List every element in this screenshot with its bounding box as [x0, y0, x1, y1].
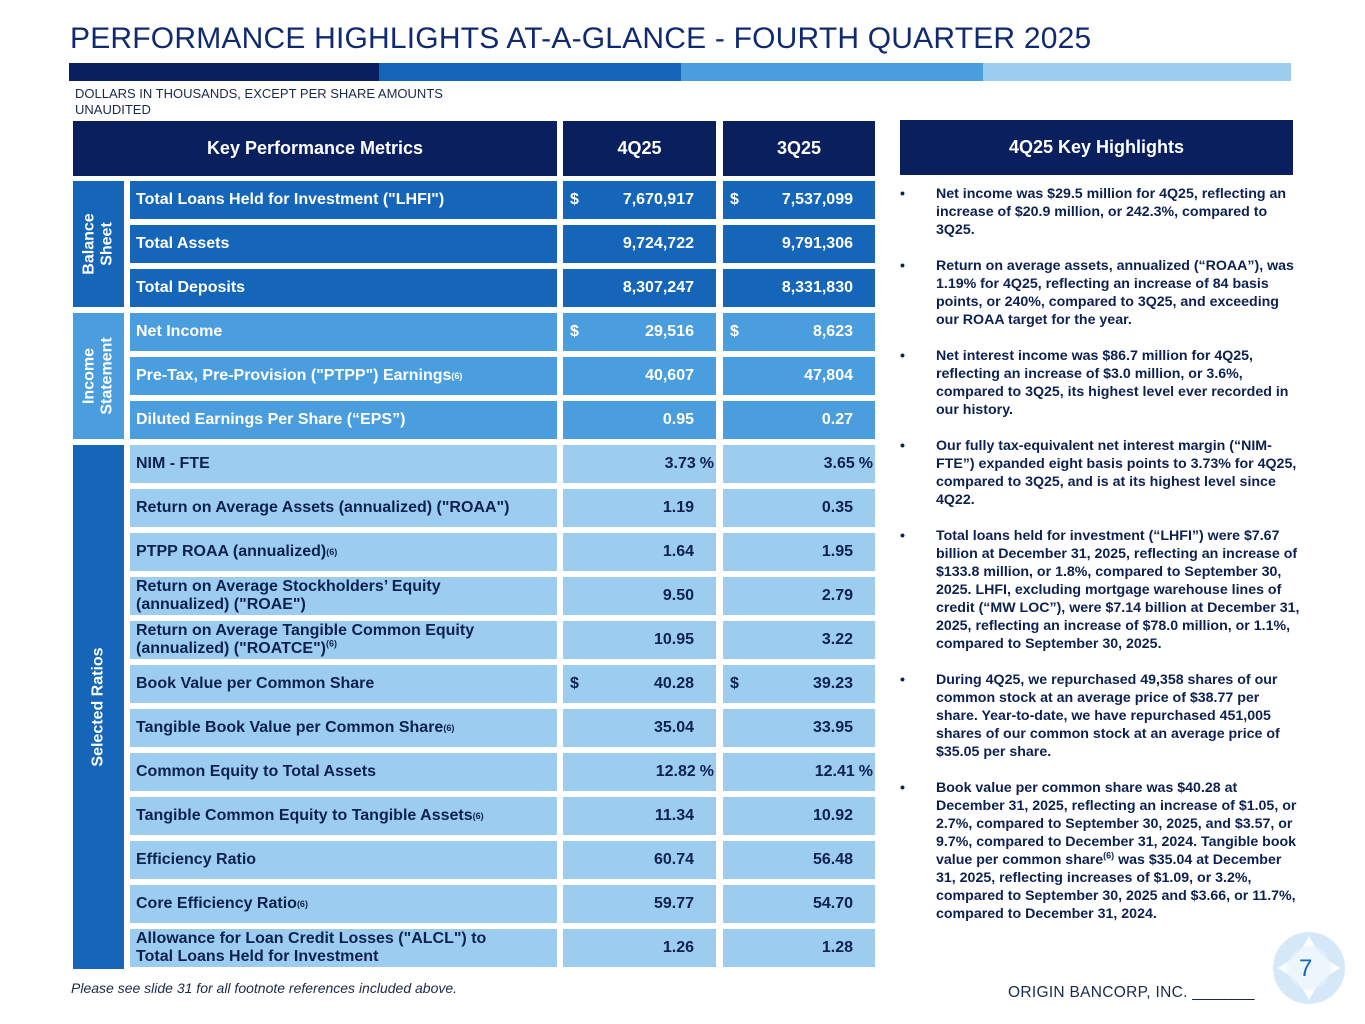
value-3q25	[723, 753, 875, 791]
row-label-text: NIM - FTE	[136, 455, 210, 472]
value-number: 7,537,099	[781, 191, 853, 208]
value-3q25	[723, 621, 875, 659]
title-bar-segment-4	[983, 63, 1291, 81]
value-3q25	[723, 797, 875, 835]
row-label: Tangible Common Equity to Tangible Assets (6)	[130, 797, 557, 835]
row-label: Core Efficiency Ratio (6)	[130, 885, 557, 923]
row-label-text	[136, 578, 441, 614]
row-label	[130, 401, 557, 439]
row-label-text: Net Income	[136, 323, 223, 340]
value-number: 12.82	[655, 763, 696, 780]
value-number: 10.95	[653, 631, 694, 648]
highlight-text: Net interest income was $86.7 million for 4Q25, reflecting an increase of $3.0 million, or 3.6%, compared to 3Q25, its highest level ever recorded in our history.	[936, 348, 1289, 418]
value-number: 35.04	[653, 719, 694, 736]
row-label	[130, 929, 557, 967]
currency-symbol: $	[730, 323, 739, 340]
row-label	[130, 181, 557, 219]
row-label-text: Total Deposits	[136, 279, 246, 296]
row-label-text: Efficiency Ratio	[136, 851, 257, 868]
row-label	[130, 489, 557, 527]
value-4q25	[563, 753, 716, 791]
bullet: •	[900, 438, 905, 454]
value-number: 1.19	[662, 499, 694, 516]
highlight-text: Return on average assets, annualized (“ROAA”), was 1.19% for 4Q25, reflecting an increase of 84 basis points, or 240%, compared to 3Q25, and exceeding our ROAA target for the year.	[936, 258, 1294, 328]
row-label-line1: Return on Average Stockholders’ Equity	[136, 578, 441, 595]
group-balance-sheet	[73, 181, 124, 307]
value-3q25	[723, 269, 875, 307]
highlight-item	[900, 185, 1300, 239]
value-number: 1.64	[662, 543, 694, 560]
header-4q25: 4Q25	[563, 121, 716, 176]
value-3q25	[723, 533, 875, 571]
row-label-text	[136, 622, 474, 658]
row-label-text: PTPP ROAA (annualized)	[136, 543, 327, 560]
value-4q25	[563, 313, 716, 351]
value-4q25	[563, 445, 716, 483]
value-number: 11.34	[654, 807, 694, 824]
group-balance-sheet-label: Balance Sheet	[80, 213, 116, 275]
value-number: 0.35	[821, 499, 853, 516]
bullet: •	[900, 258, 905, 274]
highlight-item	[900, 527, 1300, 653]
value-number: 9,791,306	[781, 235, 853, 252]
value-number: 7,670,917	[622, 191, 694, 208]
value-4q25	[563, 357, 716, 395]
value-number: 54.70	[812, 895, 853, 912]
value-number: 40.28	[653, 675, 694, 692]
value-number: 1.28	[821, 939, 853, 956]
value-number: 1.26	[662, 939, 694, 956]
highlight-item	[900, 347, 1300, 419]
unaudited-line: UNAUDITED	[75, 101, 151, 117]
units-note	[75, 86, 443, 117]
value-4q25	[563, 841, 716, 879]
row-label-text: Common Equity to Total Assets	[136, 763, 377, 780]
page-title: PERFORMANCE HIGHLIGHTS AT-A-GLANCE - FOURTH QUARTER 2025	[70, 22, 1092, 55]
percent-symbol: %	[858, 455, 873, 472]
value-3q25	[723, 929, 875, 967]
value-number: 40,607	[645, 367, 694, 384]
bullet: •	[900, 672, 905, 688]
value-number: 10.92	[812, 807, 853, 824]
row-label	[130, 665, 557, 703]
bullet: •	[900, 186, 905, 202]
footnote-ref: (6)	[1103, 850, 1115, 861]
value-4q25	[563, 489, 716, 527]
highlight-text-part1: Book value per common share was $40.28 at December 31, 2025, reflecting an increase of $1.05, or 2.7%, compared to September 30, 2025, and $3.57, or 9.7%, compared to December 31, 2024. Tangible book value per common share	[936, 780, 1297, 868]
percent-symbol: %	[699, 763, 714, 780]
value-3q25	[723, 489, 875, 527]
company-name: ORIGIN BANCORP, INC. _______	[1008, 984, 1255, 1001]
title-bar-segment-2	[379, 63, 681, 81]
value-number: 9.50	[662, 587, 694, 604]
value-number: 8,331,830	[781, 279, 853, 296]
row-label-text: Return on Average Assets (annualized) ("ROAA")	[136, 499, 510, 516]
value-number: 3.22	[821, 631, 853, 648]
value-number: 12.41	[814, 763, 855, 780]
row-label: PTPP ROAA (annualized) (6)	[130, 533, 557, 571]
row-label-line1: Allowance for Loan Credit Losses ("ALCL") to	[136, 930, 487, 947]
row-label	[130, 621, 557, 659]
title-bar-segment-1	[69, 63, 379, 81]
currency-symbol: $	[570, 675, 579, 692]
value-3q25	[723, 445, 875, 483]
highlight-text-part2: was $35.04 at December 31, 2025, reflecting increases of $1.09, or 3.2%, compared to September 30, 2025 and $3.66, or 11.7%, compared to December 31, 2024.	[936, 852, 1296, 922]
value-3q25	[723, 709, 875, 747]
value-3q25	[723, 577, 875, 615]
row-label-line2-text: (annualized) ("ROAE")	[136, 596, 306, 613]
row-label	[130, 313, 557, 351]
currency-symbol: $	[570, 323, 579, 340]
value-3q25	[723, 885, 875, 923]
row-label-line2-text: Total Loans Held for Investment	[136, 948, 379, 965]
currency-symbol: $	[570, 191, 579, 208]
header-metrics: Key Performance Metrics	[73, 121, 557, 176]
highlight-item	[900, 437, 1300, 509]
value-3q25	[723, 401, 875, 439]
value-number: 29,516	[645, 323, 694, 340]
value-3q25	[723, 357, 875, 395]
row-label-text	[136, 930, 486, 966]
value-4q25	[563, 665, 716, 703]
units-line: DOLLARS IN THOUSANDS, EXCEPT PER SHARE AMOUNTS	[75, 86, 443, 101]
value-4q25	[563, 709, 716, 747]
highlight-item	[900, 671, 1300, 761]
row-label-text: Tangible Book Value per Common Share	[136, 719, 444, 736]
row-label-text: Tangible Common Equity to Tangible Assets	[136, 807, 473, 824]
bullet: •	[900, 528, 905, 544]
highlight-text: During 4Q25, we repurchased 49,358 shares of our common stock at an average price of $38.77 per share. Year-to-date, we have repurchased 451,005 shares of our common stock at an average price of $35.05 per share.	[936, 672, 1280, 760]
row-label	[130, 841, 557, 879]
value-number: 60.74	[653, 851, 694, 868]
row-label-text: Diluted Earnings Per Share (“EPS”)	[136, 411, 406, 428]
value-number: 59.77	[653, 895, 694, 912]
value-4q25	[563, 885, 716, 923]
footnote: Please see slide 31 for all footnote references included above.	[71, 980, 458, 996]
value-3q25	[723, 665, 875, 703]
highlight-item	[900, 779, 1300, 923]
highlight-text: Our fully tax-equivalent net interest margin (“NIM-FTE”) expanded eight basis points to 3.73% for 4Q25, compared to 3Q25, and is at its highest level since 4Q22.	[936, 438, 1297, 508]
row-label-text: Core Efficiency Ratio	[136, 895, 297, 912]
row-label-line2	[136, 596, 441, 614]
value-number: 33.95	[812, 719, 853, 736]
value-4q25	[563, 225, 716, 263]
value-number: 56.48	[812, 851, 853, 868]
value-number: 9,724,722	[622, 235, 694, 252]
value-number: 39.23	[812, 675, 853, 692]
currency-symbol: $	[730, 675, 739, 692]
row-label	[130, 753, 557, 791]
row-label-text: Total Loans Held for Investment ("LHFI")	[136, 191, 445, 208]
highlight-text: Total loans held for investment (“LHFI”) were $7.67 billion at December 31, 2025, reflecting an increase of $133.8 million, or 1.8%, compared to September 30, 2025. LHFI, excluding mortgage warehouse lines of credit (“MW LOC”), were $7.14 billion at December 31, 2025, reflecting an increase of $78.0 million, or 1.1%, compared to September 30, 2025.	[936, 528, 1300, 652]
value-number: 8,623	[812, 323, 853, 340]
highlights-list	[900, 185, 1300, 941]
row-label-text: Total Assets	[136, 235, 230, 252]
value-3q25	[723, 181, 875, 219]
row-label-text: Pre-Tax, Pre-Provision ("PTPP") Earnings	[136, 367, 452, 384]
highlights-header: 4Q25 Key Highlights	[900, 120, 1293, 175]
row-label-line1: Return on Average Tangible Common Equity	[136, 622, 475, 639]
value-number: 1.95	[821, 543, 853, 560]
page-number: 7	[1299, 955, 1313, 982]
percent-symbol: %	[699, 455, 714, 472]
value-4q25	[563, 533, 716, 571]
row-label-line2	[136, 640, 474, 658]
group-selected-ratios-label: Selected Ratios	[89, 647, 107, 767]
currency-symbol: $	[730, 191, 739, 208]
bullet: •	[900, 780, 905, 796]
value-4q25	[563, 401, 716, 439]
value-number: 3.65	[823, 455, 855, 472]
highlight-text: Net income was $29.5 million for 4Q25, reflecting an increase of $20.9 million, or 242.3%, compared to 3Q25.	[936, 186, 1287, 238]
footnote-ref: (6)	[325, 638, 337, 649]
title-bar-segment-3	[681, 63, 983, 81]
value-4q25	[563, 621, 716, 659]
value-4q25	[563, 929, 716, 967]
row-label: Pre-Tax, Pre-Provision ("PTPP") Earnings (6)	[130, 357, 557, 395]
row-label	[130, 269, 557, 307]
row-label-line2-text: (annualized) ("ROATCE")	[136, 640, 326, 657]
highlight-item	[900, 257, 1300, 329]
row-label	[130, 225, 557, 263]
row-label	[130, 577, 557, 615]
value-4q25	[563, 269, 716, 307]
group-income-statement	[73, 313, 124, 439]
value-number: 3.73	[664, 455, 696, 472]
value-4q25	[563, 181, 716, 219]
value-number: 8,307,247	[622, 279, 694, 296]
row-label: Tangible Book Value per Common Share (6)	[130, 709, 557, 747]
value-4q25	[563, 577, 716, 615]
value-3q25	[723, 313, 875, 351]
value-4q25	[563, 797, 716, 835]
value-3q25	[723, 841, 875, 879]
percent-symbol: %	[858, 763, 873, 780]
value-number: 0.95	[662, 411, 694, 428]
bullet: •	[900, 348, 905, 364]
value-3q25	[723, 225, 875, 263]
value-number: 0.27	[821, 411, 853, 428]
row-label-text: Book Value per Common Share	[136, 675, 375, 692]
header-3q25: 3Q25	[723, 121, 875, 176]
value-number: 47,804	[804, 367, 853, 384]
group-income-statement-label: Income Statement	[80, 337, 116, 415]
group-selected-ratios	[73, 445, 124, 969]
row-label	[130, 445, 557, 483]
row-label-line2	[136, 948, 486, 966]
value-number: 2.79	[821, 587, 853, 604]
